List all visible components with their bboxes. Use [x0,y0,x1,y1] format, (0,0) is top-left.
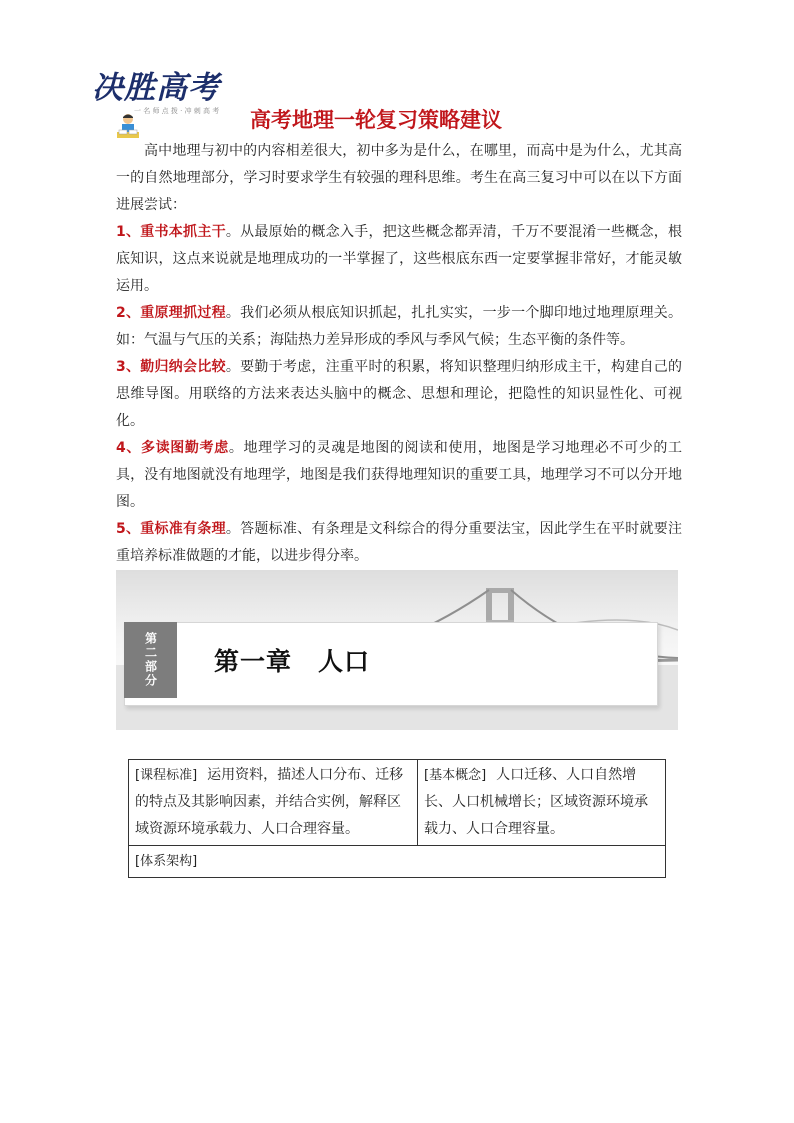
curriculum-table [128,759,666,878]
concept-label: [基本概念] [424,768,487,783]
strategy-text: 。答题标准、有条理是文科综合的得分重要法宝，因此学生在平时就要注重培养标准做题的才能，以进步得分率。 [116,521,682,564]
intro-paragraph: 高中地理与初中的内容相差很大，初中多为是什么，在哪里，而高中是为什么，尤其高一的自然地理部分，学习时要求学生有较强的理科思维。考生在高三复习中可以在以下方面进展尝试： [116,143,682,213]
article-body [116,138,682,570]
strategy-item-5 [116,516,682,570]
strategy-heading: 4、多读图勤考虑 [116,440,229,456]
strategy-item-3 [116,354,682,435]
basic-concept-cell [418,760,666,846]
strategy-text: 。地理学习的灵魂是地图的阅读和使用，地图是学习地理必不可少的工具，没有地图就没有地理学，地图是我们获得地理知识的重要工具，地理学习不可以分开地图。 [116,440,683,510]
page-title: 高考地理一轮复习策略建议 [250,108,502,132]
strategy-item-2 [116,300,682,354]
strategy-heading: 5、重标准有条理 [116,521,226,537]
strategy-text: 。从最原始的概念入手，把这些概念都弄清，千万不要混淆一些概念，根底知识，这点来说就是地理成功的一半掌握了，这些根底东西一定要掌握非常好，才能灵敏运用。 [116,224,682,294]
logo [86,60,220,144]
table-row [129,760,666,846]
standard-text: 运用资料，描述人口分布、迁移的特点及其影响因素，并结合实例，解释区域资源环境承载力、人口合理容量。 [135,767,404,837]
strategy-item-4 [116,435,682,516]
part-tag-label: 第二部分 [143,632,158,688]
chapter-card [124,622,658,706]
strategy-heading: 1、重书本抓主干 [116,224,226,240]
concept-text: 人口迁移、人口自然增长、人口机械增长；区域资源环境承载力、人口合理容量。 [424,767,648,837]
framework-label: [体系架构] [135,854,198,869]
chapter-title: 第一章 人口 [214,647,371,676]
part-tag [124,622,177,698]
strategy-heading: 3、勤归纳会比较 [116,359,226,375]
curriculum-standard-cell [129,760,418,846]
strategy-item-1 [116,219,682,300]
table-row [129,846,666,878]
strategy-text: 。要勤于考虑，注重平时的积累，将知识整理归纳形成主干，构建自己的思维导图。用联络的方法来表达头脑中的概念、思想和理论，把隐性的知识显性化、可视化。 [116,359,682,429]
framework-cell [129,846,666,878]
logo-subtitle: 一 名 师 点 拨 · 冲 刺 高 考 [134,107,220,115]
standard-label: [课程标准] [135,768,198,783]
strategy-heading: 2、重原理抓过程 [116,305,226,321]
logo-text: 决胜高考 [92,70,220,106]
chapter-banner [116,570,678,730]
strategy-text: 。我们必须从根底知识抓起，扎扎实实，一步一个脚印地过地理原理关。如：气温与气压的关系；海陆热力差异形成的季风与季风气候；生态平衡的条件等。 [116,305,682,348]
